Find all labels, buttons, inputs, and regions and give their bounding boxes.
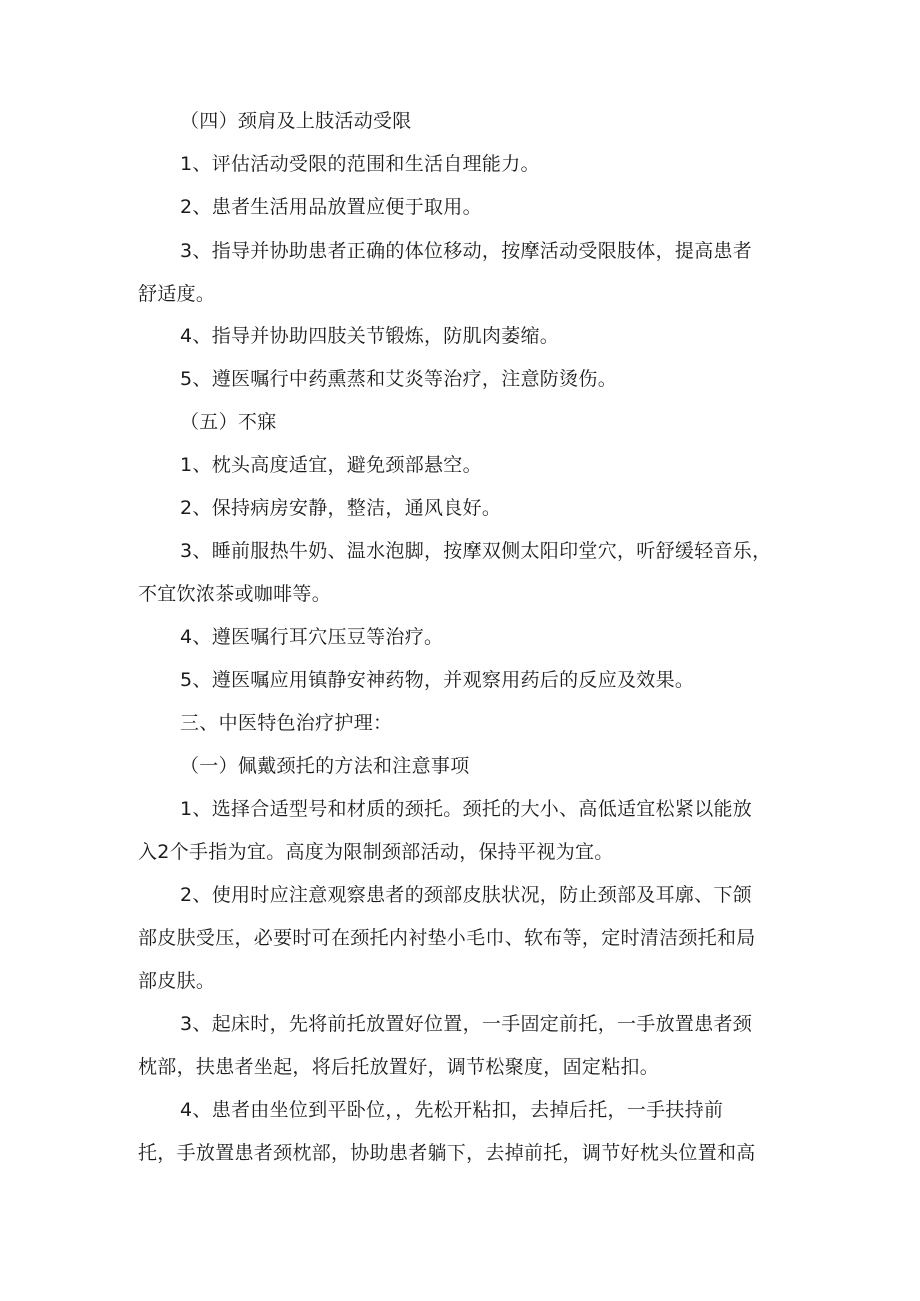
paragraph-line: 4、遵医嘱行耳穴压豆等治疗。 — [180, 626, 444, 648]
paragraph-line: 1、评估活动受限的范围和生活自理能力。 — [180, 153, 540, 175]
paragraph-line: 4、指导并协助四肢关节锻炼，防肌肉萎缩。 — [180, 325, 560, 347]
paragraph-line: 枕部，扶患者坐起，将后托放置好，调节松聚度，固定粘扣。 — [138, 1056, 660, 1078]
paragraph-line: 部皮肤受压，必要时可在颈托内衬垫小毛巾、软布等，定时清洁颈托和局 — [138, 927, 756, 949]
heading-tcm-care: 三、中医特色治疗护理： — [180, 712, 393, 734]
paragraph-line: 3、睡前服热牛奶、温水泡脚，按摩双侧太阳印堂穴，听舒缓轻音乐， — [180, 540, 772, 562]
paragraph-line: 2、患者生活用品放置应便于取用。 — [180, 196, 482, 218]
paragraph-line: 1、选择合适型号和材质的颈托。颈托的大小、高低适宜松紧以能放 — [180, 798, 753, 820]
heading-neck-shoulder-limited: （四）颈肩及上肢活动受限 — [180, 110, 412, 132]
paragraph-line: 5、遵医嘱行中药熏蒸和艾炎等治疗，注意防烫伤。 — [180, 368, 617, 390]
paragraph-line: 2、保持病房安静，整洁，通风良好。 — [180, 497, 502, 519]
paragraph-line: 3、起床时，先将前托放置好位置，一手固定前托，一手放置患者颈 — [180, 1013, 753, 1035]
paragraph-line: 不宜饮浓茶或咖啡等。 — [138, 583, 332, 605]
paragraph-line: 舒适度。 — [138, 283, 216, 305]
paragraph-line: 托，手放置患者颈枕部，协助患者躺下，去掉前托，调节好枕头位置和高 — [138, 1142, 756, 1164]
heading-neck-brace: （一）佩戴颈托的方法和注意事项 — [180, 755, 470, 777]
heading-insomnia: （五）不寐 — [180, 411, 277, 433]
paragraph-line: 2、使用时应注意观察患者的颈部皮肤状况，防止颈部及耳廓、下颌 — [180, 884, 753, 906]
paragraph-line: 入2个手指为宜。高度为限制颈部活动，保持平视为宜。 — [138, 841, 614, 863]
paragraph-line: 5、遵医嘱应用镇静安神药物，并观察用药后的反应及效果。 — [180, 669, 695, 691]
paragraph-line: 4、患者由坐位到平卧位，，先松开粘扣，去掉后托，一手扶持前 — [180, 1099, 724, 1121]
paragraph-line: 1、枕头高度适宜，避免颈部悬空。 — [180, 454, 482, 476]
paragraph-line: 部皮肤。 — [138, 970, 216, 992]
paragraph-line: 3、指导并协助患者正确的体位移动，按摩活动受限肢体，提高患者 — [180, 240, 753, 262]
